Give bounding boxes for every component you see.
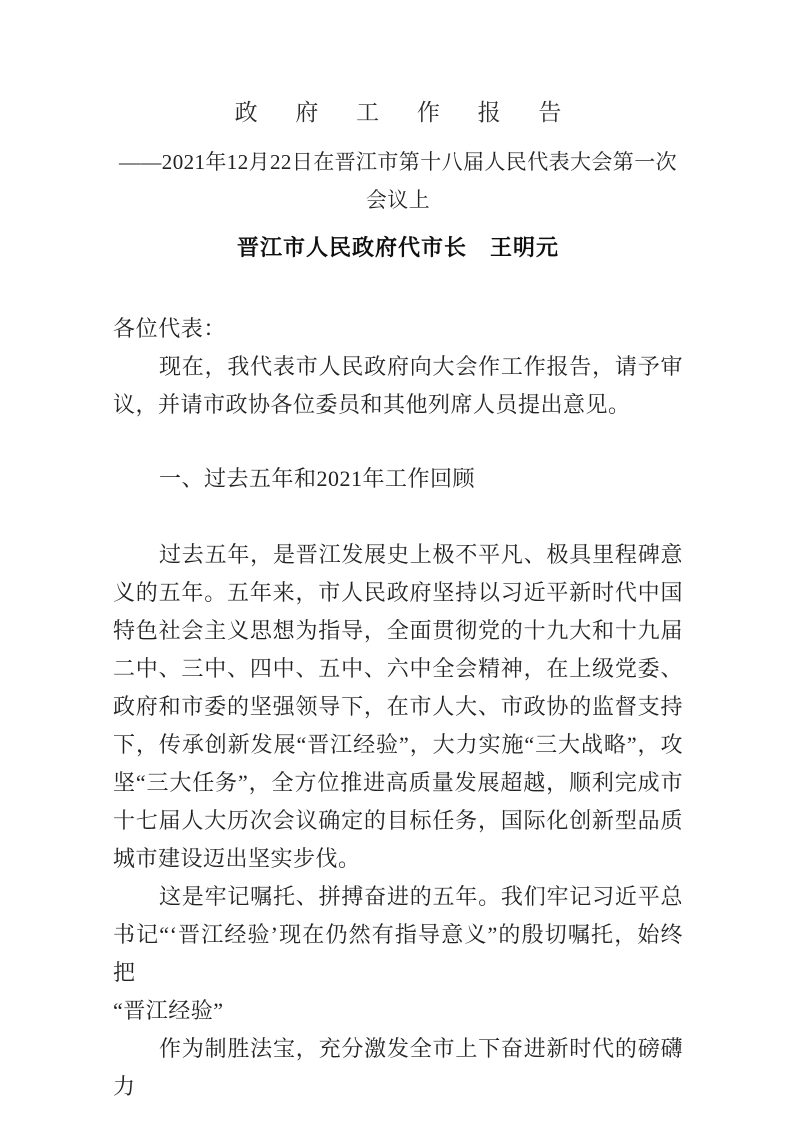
section-heading-one: 一、过去五年和2021年工作回顾: [159, 466, 476, 491]
salutation: 各位代表：: [113, 316, 227, 341]
body-paragraph-two-continuation: “晋江经验”: [113, 998, 224, 1023]
heading-spacer: [113, 498, 683, 536]
page-title: 政 府 工 作 报 告: [234, 100, 578, 125]
body-paragraph-three: 作为制胜法宝，充分激发全市上下奋进新时代的磅礴力: [113, 1036, 683, 1099]
intro-paragraph: 现在，我代表市人民政府向大会作工作报告，请予审议，并请市政协各位委员和其他列席人员提出意见。: [113, 354, 683, 417]
document-byline: 晋江市人民政府代市长 王明元: [236, 235, 559, 260]
text-column: [113, 0, 683, 1106]
document-subtitle: ——2021年12月22日在晋江市第十八届人民代表大会第一次会议上: [119, 150, 677, 212]
body-paragraph-two: 这是牢记嘱托、拼搏奋进的五年。我们牢记习近平总书记“‘晋江经验’现在仍然有指导意义”的殷切嘱托，始终把: [113, 884, 683, 985]
body-paragraph-one: 过去五年，是晋江发展史上极不平凡、极具里程碑意义的五年。五年来，市人民政府坚持以习近平新时代中国特色社会主义思想为指导，全面贯彻党的十九大和十九届二中、三中、四中、五中、六中全会精神，在上级党委、政府和市委的坚强领导下，在市人大、市政协的监督支持下，传承创新发展“晋江经验”，大力实施“三大战略”，攻坚“三大任务”，全方位推进高质量发展超越，顺利完成市十七届人大历次会议确定的目标任务，国际化创新型品质城市建设迈出坚实步伐。: [113, 542, 683, 871]
